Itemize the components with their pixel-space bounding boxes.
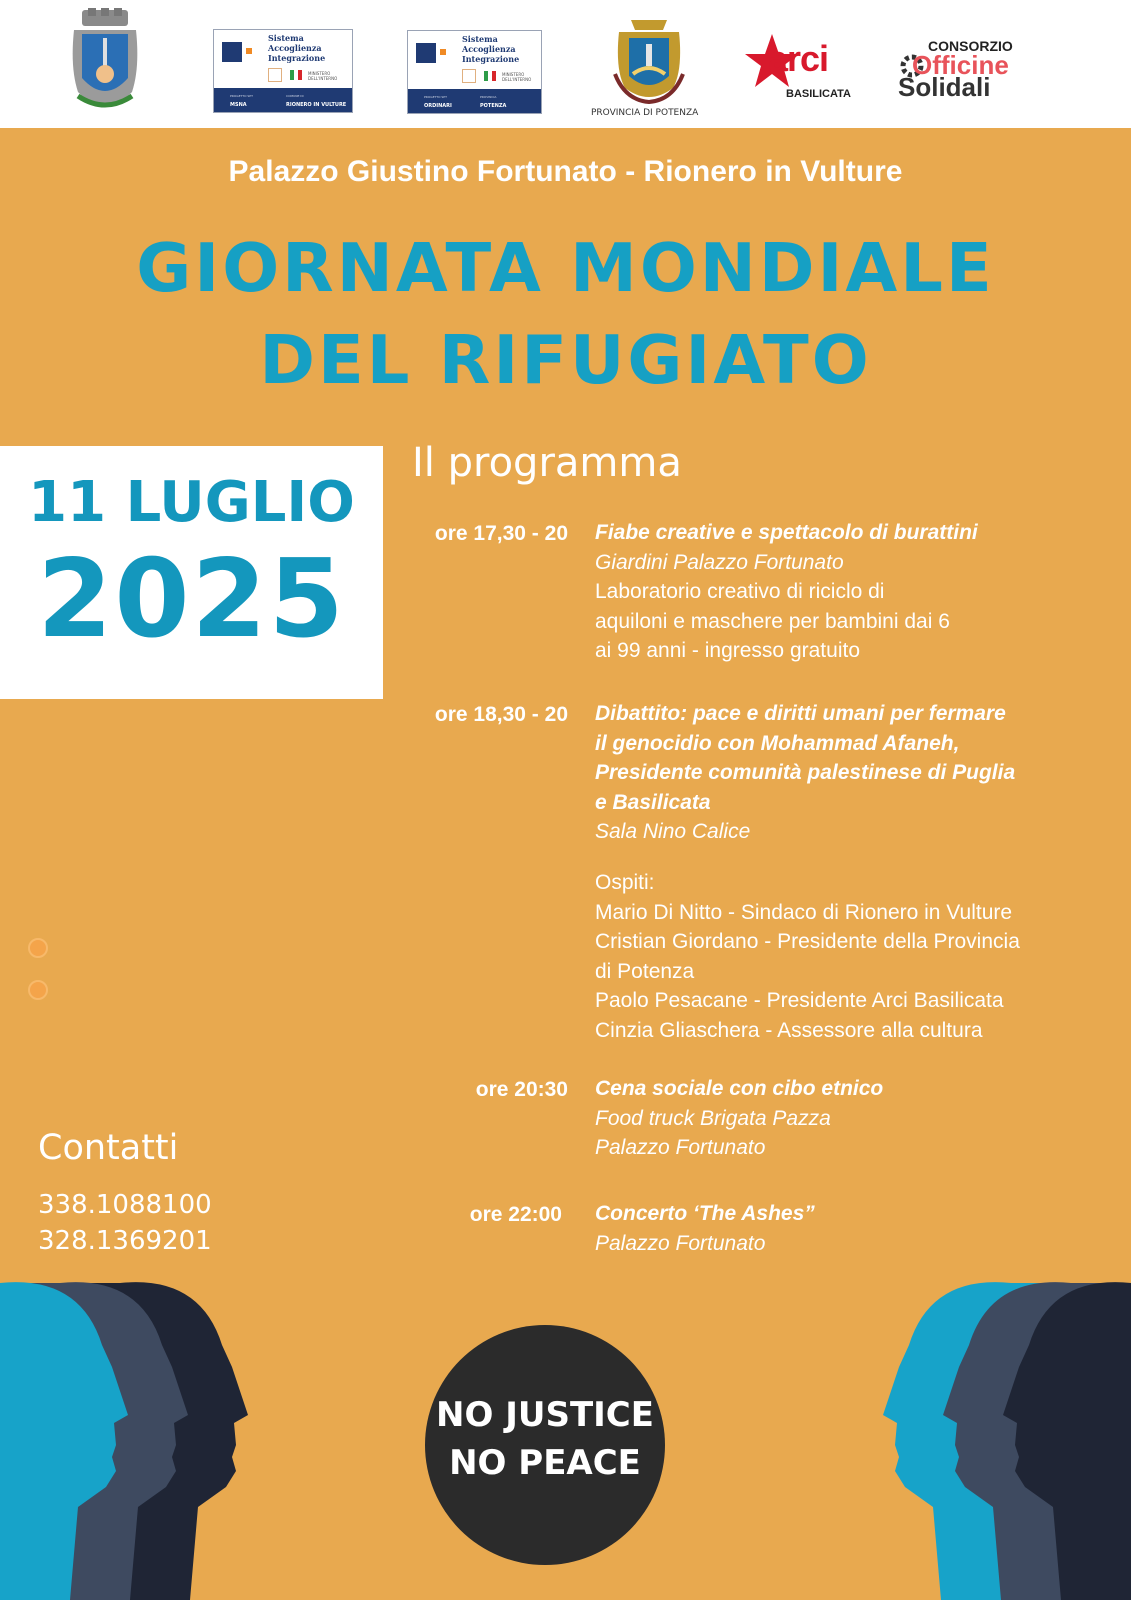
faces-right-illustration <box>851 1275 1131 1600</box>
provincia-coat-of-arms-icon <box>611 14 687 106</box>
event-title-text: Cena sociale con cibo etnico <box>595 1077 884 1100</box>
event-desc-line: ai 99 anni - ingresso gratuito <box>595 639 860 662</box>
date-year: 2025 <box>37 537 346 662</box>
event-title-text: il genocidio con Mohammad Afaneh, <box>595 731 960 755</box>
badge-line-2: NO PEACE <box>449 1443 641 1483</box>
event-place: Sala Nino Calice <box>595 820 751 843</box>
event-time: ore 17,30 - 20 <box>434 522 568 545</box>
event-item <box>595 699 1015 847</box>
event-title-text: Fiabe creative e spettacolo di burattini <box>595 521 978 544</box>
consorzio-label: CONSORZIO <box>928 38 1013 54</box>
guest-line: Cristian Giordano - Presidente della Provincia <box>595 930 1020 953</box>
guest-line: Paolo Pesacane - Presidente Arci Basilicata <box>595 989 1004 1012</box>
event-title-line-2: DEL RIFUGIATO <box>259 321 872 399</box>
sai-logo-ordinari: Sistema Accoglienza Integrazione MINISTERO DELL'INTERNO PROGETTO SPT PROVINCIA ORDINARI POTENZA <box>407 30 542 114</box>
guests-label: Ospiti: <box>595 871 655 894</box>
location-dot-icon <box>28 938 48 958</box>
event-place: Giardini Palazzo Fortunato <box>595 550 844 574</box>
badge-line-1: NO JUSTICE <box>436 1395 654 1435</box>
guests-list <box>595 868 1020 1045</box>
event-place: Palazzo Fortunato <box>595 1136 766 1159</box>
event-place: Palazzo Fortunato <box>595 1231 766 1255</box>
event-time: ore 20:30 <box>475 1078 568 1101</box>
faces-left-illustration <box>0 1275 280 1600</box>
event-title-text: Concerto ‘The Ashes” <box>595 1202 815 1225</box>
event-title <box>0 222 1131 406</box>
provincia-label: PROVINCIA DI POTENZA <box>591 108 699 118</box>
contatti-heading: Contatti <box>38 1128 179 1168</box>
consorzio-solidali: Solidali <box>898 72 991 102</box>
event-title-text: e Basilicata <box>595 790 711 814</box>
logo-bar <box>0 0 1131 128</box>
event-desc-line: aquiloni e maschere per bambini dai 6 <box>595 609 950 633</box>
phone-dot-icon <box>28 980 48 1000</box>
no-justice-badge <box>425 1325 665 1565</box>
phone-number: 338.1088100 <box>38 1190 212 1220</box>
event-item <box>595 518 978 666</box>
event-title-text: Dibattito: pace e diritti umani per fermare <box>595 702 1006 725</box>
event-time: ore 22:00 <box>469 1203 562 1226</box>
date-day-month: 11 LUGLIO <box>28 470 355 535</box>
consorzio-officine: Officine <box>912 50 1009 80</box>
sai-logo-msna: Sistema Accoglienza Integrazione MINISTERO DELL'INTERNO PROGETTO SPT COMUNE DI MSNA RIONERO IN VULTURE <box>213 29 353 113</box>
arci-logo-text: arci <box>768 38 829 79</box>
guest-line: Mario Di Nitto - Sindaco di Rionero in Vulture <box>595 900 1013 924</box>
venue-heading: Palazzo Giustino Fortunato - Rionero in Vulture <box>228 155 903 188</box>
event-desc-line: Laboratorio creativo di riciclo di <box>595 580 885 603</box>
event-title-line-1: GIORNATA MONDIALE <box>136 229 995 307</box>
guest-line: di Potenza <box>595 959 695 983</box>
rionero-coat-of-arms-icon <box>68 8 142 120</box>
arci-region: BASILICATA <box>786 88 851 100</box>
event-title-text: Presidente comunità palestinese di Puglia <box>595 761 1016 784</box>
event-item <box>595 1074 883 1163</box>
event-place: Food truck Brigata Pazza <box>595 1106 831 1130</box>
event-item <box>595 1199 815 1258</box>
phone-number: 328.1369201 <box>38 1226 212 1256</box>
guest-line: Cinzia Gliaschera - Assessore alla cultura <box>595 1018 983 1042</box>
event-time: ore 18,30 - 20 <box>434 703 568 726</box>
programma-heading: Il programma <box>412 440 682 486</box>
